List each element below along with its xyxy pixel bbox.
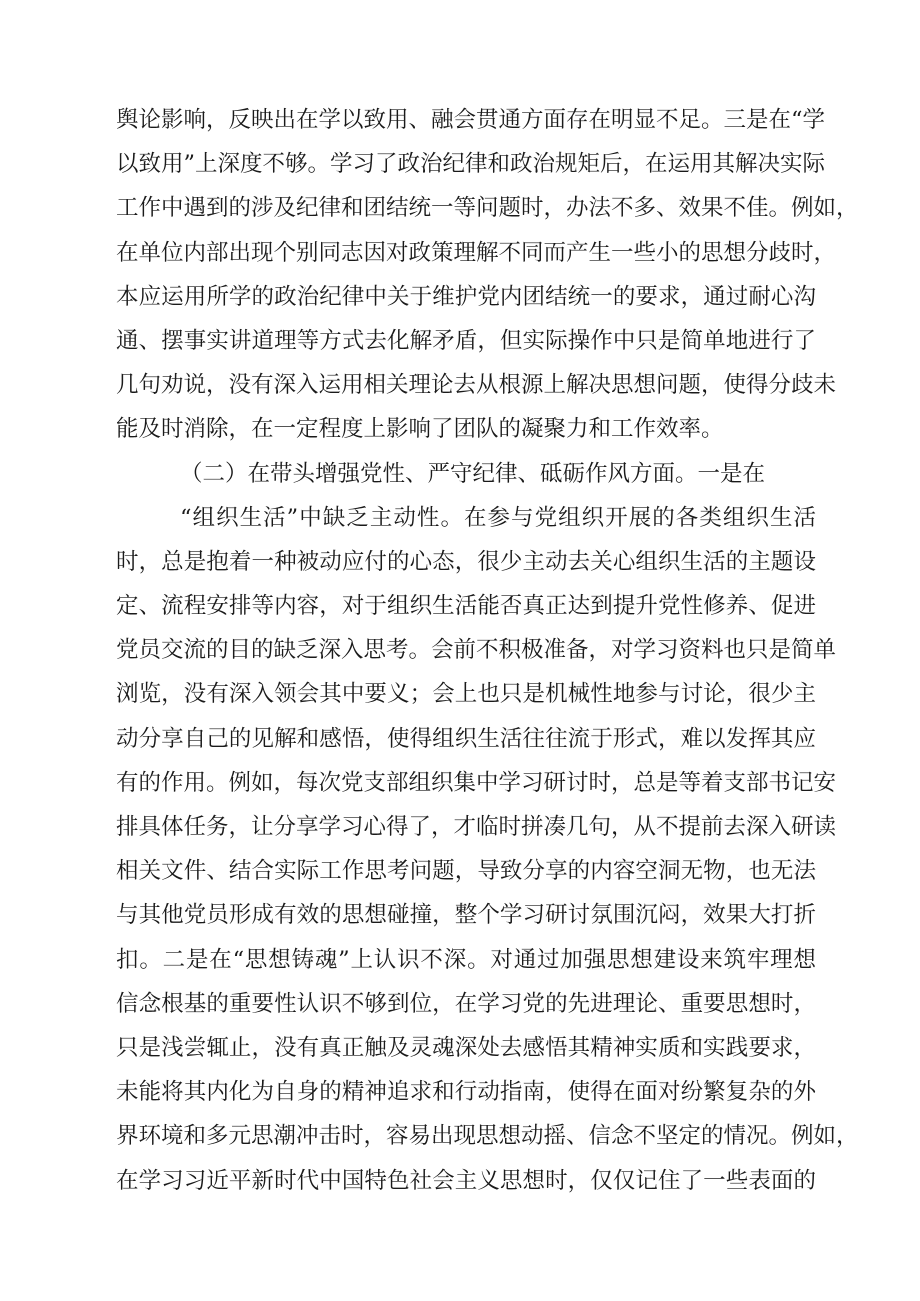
text-line: 排具体任务，让分享学习心得了，才临时拼凑几句，从不提前去深入研读 (116, 814, 837, 840)
text-line: 界环境和多元思潮冲击时，容易出现思想动摇、信念不坚定的情况。例如， (116, 1123, 859, 1150)
text-line: 未能将其内化为自身的精神追求和行动指南，使得在面对纷繁复杂的外 (116, 1079, 816, 1106)
text-line: 能及时消除，在一定程度上影响了团队的凝聚力和工作效率。 (116, 416, 724, 443)
text-line: 动分享自己的见解和感悟，使得组织生活往往流于形式，难以发挥其应 (116, 725, 816, 752)
text-line: 信念根基的重要性认识不够到位，在学习党的先进理论、重要思想时， (116, 990, 816, 1017)
text-line: 相关文件、结合实际工作思考问题，导致分享的内容空洞无物，也无法 (116, 858, 816, 885)
text-line: 只是浅尝辄止，没有真正触及灵魂深处去感悟其精神实质和实践要求， (116, 1034, 816, 1061)
text-line: 以致用”上深度不够。学习了政治纪律和政治规矩后，在运用其解决实际 (116, 151, 826, 178)
text-line: 定、流程安排等内容，对于组织生活能否真正达到提升党性修养、促进 (116, 593, 816, 620)
text-line: 有的作用。例如，每次党支部组织集中学习研讨时，总是等着支部书记安 (116, 769, 837, 796)
text-line: 在单位内部出现个别同志因对政策理解不同而产生一些小的思想分歧时， (116, 239, 837, 266)
text-line: 几句劝说，没有深入运用相关理论去从根源上解决思想问题，使得分歧未 (116, 372, 837, 399)
text-line: 通、摆事实讲道理等方式去化解矛盾，但实际操作中只是简单地进行了 (116, 327, 816, 354)
text-line: 本应运用所学的政治纪律中关于维护党内团结统一的要求，通过耐心沟 (116, 283, 816, 310)
text-line: 舆论影响，反映出在学以致用、融会贯通方面存在明显不足。三是在“学 (116, 107, 826, 133)
text-line: 浏览，没有深入领会其中要义；会上也只是机械性地参与讨论，很少主 (116, 681, 816, 708)
text-line: 在学习习近平新时代中国特色社会主义思想时，仅仅记住了一些表面的 (116, 1167, 816, 1194)
section-heading: （二）在带头增强党性、严守纪律、砥砺作风方面。一是在 (180, 460, 766, 487)
body-text (116, 98, 859, 1203)
text-line: 扣。二是在“思想铸魂”上认识不深。对通过加强思想建设来筑牢理想 (116, 946, 816, 973)
text-line: 与其他党员形成有效的思想碰撞，整个学习研讨氛围沉闷，效果大打折 (116, 902, 816, 929)
text-line: 工作中遇到的涉及纪律和团结统一等问题时，办法不多、效果不佳。例如， (116, 195, 859, 222)
text-line: 时，总是抱着一种被动应付的心态，很少主动去关心组织生活的主题设 (116, 548, 816, 575)
text-line: 党员交流的目的缺乏深入思考。会前不积极准备，对学习资料也只是简单 (116, 637, 837, 664)
text-line: “组织生活”中缺乏主动性。在参与党组织开展的各类组织生活 (180, 504, 816, 531)
